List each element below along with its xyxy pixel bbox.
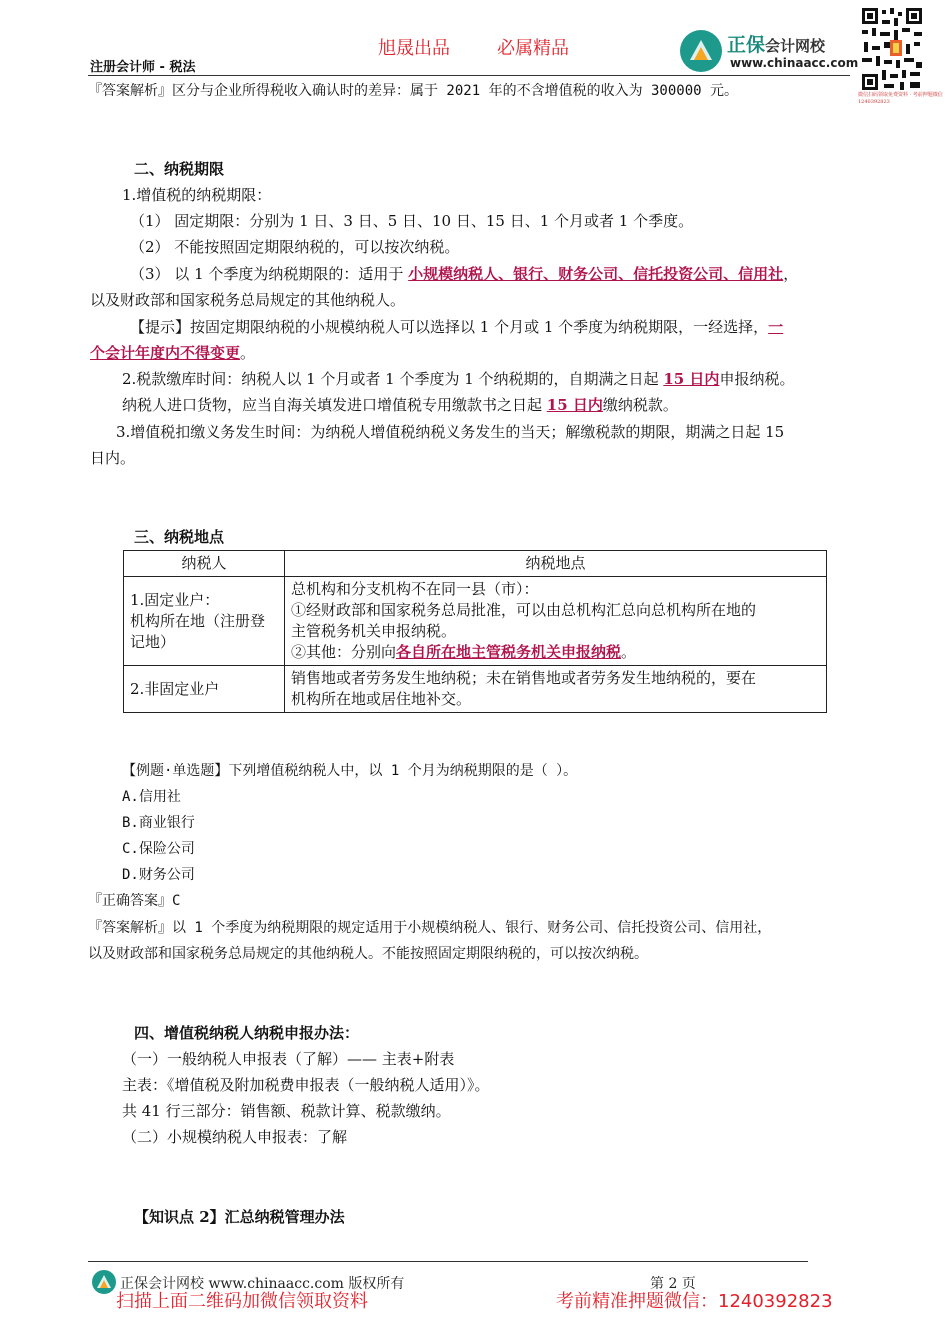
table-cell-nonfixed-taxpayer: 2.非固定业户 bbox=[124, 666, 285, 713]
section3-title: 三、纳税地点 bbox=[134, 528, 225, 546]
example-option-b: B.商业银行 bbox=[122, 815, 195, 831]
table-cell-fixed-location bbox=[285, 577, 827, 666]
footer-divider bbox=[88, 1261, 808, 1262]
example-analysis-line2: 以及财政部和国家税务总局规定的其他纳税人。不能按照固定期限纳税的，可以按次纳税。 bbox=[88, 946, 648, 962]
section2-tip-text: 【提示】按固定期限纳税的小规模纳税人可以选择以 1 个月或 1 个季度为纳税期限，一经选择， bbox=[130, 318, 769, 336]
example-option-a: A.信用社 bbox=[122, 789, 181, 805]
section2-import-highlight: 15 日内 bbox=[546, 396, 603, 414]
footer-promo-left: 扫描上面二维码加微信领取资料 bbox=[116, 1291, 368, 1312]
table-cell-fixed-taxpayer bbox=[124, 577, 285, 666]
logo-name: 正保 bbox=[727, 34, 766, 56]
qr-code-icon bbox=[860, 6, 924, 92]
section4-line3: 共 41 行三部分：销售额、税款计算、税款缴纳。 bbox=[122, 1102, 451, 1120]
slogan-right: 必属精品 bbox=[497, 38, 569, 59]
cell-line-highlight: 各自所在地主管税务机关申报纳税 bbox=[396, 643, 622, 661]
section2-import bbox=[122, 394, 678, 416]
section4-line2: 主表：《增值税及附加税费申报表（一般纳税人适用）》。 bbox=[122, 1076, 490, 1094]
table-cell-nonfixed-location bbox=[285, 666, 827, 713]
cell-line: 机构所在地或居住地补交。 bbox=[291, 690, 472, 708]
example-answer: 『正确答案』C bbox=[88, 893, 181, 909]
section4-line4: （二）小规模纳税人申报表：了解 bbox=[122, 1128, 348, 1146]
table-header-taxpayer: 纳税人 bbox=[124, 551, 285, 577]
section2-title: 二、纳税期限 bbox=[134, 160, 225, 178]
cell-line-post: 。 bbox=[621, 643, 637, 661]
section4-line1: （一）一般纳税人申报表（了解）—— 主表+附表 bbox=[122, 1050, 455, 1068]
section2-import-post: 缴纳税款。 bbox=[602, 396, 678, 414]
cell-line: 1.固定业户： bbox=[130, 590, 220, 609]
section2-tip-line2 bbox=[90, 342, 255, 364]
tax-location-table bbox=[123, 550, 827, 713]
cell-line: ①经财政部和国家税务总局批准，可以由总机构汇总向总机构所在地的 bbox=[291, 601, 757, 619]
section2-item2-pre: 2.税款缴库时间：纳税人以 1 个月或者 1 个季度为 1 个纳税期的，自期满之日起 bbox=[122, 370, 664, 388]
section2-p3-post: ， bbox=[783, 265, 799, 283]
footer-page-number: 第 2 页 bbox=[650, 1276, 696, 1292]
section2-tip-highlight-2: 个会计年度内不得变更 bbox=[90, 344, 241, 362]
qr-caption: 微信扫码领取免费资料 · 考前押题微信 1240392823 bbox=[858, 92, 943, 105]
section2-item3-line2: 日内。 bbox=[90, 449, 136, 467]
example-question: 【例题·单选题】下列增值税纳税人中，以 1 个月为纳税期限的是（ ）。 bbox=[122, 763, 578, 779]
chinaacc-logo-icon bbox=[680, 30, 722, 72]
cell-line: 主管税务机关申报纳税。 bbox=[291, 622, 457, 640]
example-analysis-line1: 『答案解析』以 1 个季度为纳税期限的规定适用于小规模纳税人、银行、财务公司、信托投资公司、信用社， bbox=[88, 920, 772, 936]
header-divider bbox=[88, 75, 850, 76]
subject-label: 注册会计师 - 税法 bbox=[90, 60, 196, 75]
logo-name-suffix: 会计网校 bbox=[765, 37, 826, 55]
section2-item3: 3.增值税扣缴义务发生时间：为纳税人增值税纳税义务发生的当天；解缴税款的期限，期满之日起 15 bbox=[116, 423, 785, 441]
example-option-c: C.保险公司 bbox=[122, 841, 195, 857]
section4-title: 四、增值税纳税人纳税申报办法： bbox=[134, 1024, 360, 1042]
intro-answer-analysis: 『答案解析』区分与企业所得税收入确认时的差异：属于 2021 年的不含增值税的收入为 300000 元。 bbox=[88, 83, 738, 99]
slogan-left: 旭晟出品 bbox=[378, 38, 450, 59]
table-header-row bbox=[124, 551, 827, 577]
section2-p3-line2: 以及财政部和国家税务总局规定的其他纳税人。 bbox=[90, 291, 406, 309]
cell-line: 记地） bbox=[130, 632, 176, 651]
section2-import-pre: 纳税人进口货物，应当自海关填发进口增值税专用缴款书之日起 bbox=[122, 396, 547, 414]
section2-item2-highlight: 15 日内 bbox=[663, 370, 720, 388]
footer-promo-right: 考前精准押题微信：1240392823 bbox=[556, 1291, 833, 1312]
section2-item1: 1.增值税的纳税期限： bbox=[122, 186, 272, 204]
section2-p1: （1） 固定期限：分别为 1 日、3 日、5 日、10 日、15 日、1 个月或者 1 个季度。 bbox=[130, 212, 694, 230]
section2-p3-pre: （3） 以 1 个季度为纳税期限的：适用于 bbox=[130, 265, 409, 283]
section2-p2: （2） 不能按照固定期限纳税的，可以按次纳税。 bbox=[130, 238, 460, 256]
logo-wordmark bbox=[727, 30, 825, 57]
cell-line bbox=[291, 642, 820, 663]
section2-tip-post: 。 bbox=[240, 344, 256, 362]
knowledge-point-title: 【知识点 2】汇总纳税管理办法 bbox=[134, 1208, 345, 1226]
cell-line: 销售地或者劳务发生地纳税；未在销售地或者劳务发生地纳税的，要在 bbox=[291, 669, 757, 687]
section2-p3 bbox=[130, 263, 798, 285]
table-row bbox=[124, 666, 827, 713]
cell-line: 总机构和分支机构不在同一县（市）： bbox=[291, 580, 539, 598]
section2-tip bbox=[130, 316, 783, 338]
section2-item2 bbox=[122, 368, 794, 390]
logo-url: www.chinaacc.com bbox=[730, 56, 859, 70]
section2-tip-highlight-1: 一 bbox=[768, 318, 784, 336]
footer-logo-icon bbox=[92, 1270, 116, 1294]
section2-p3-highlight: 小规模纳税人、银行、财务公司、信托投资公司、信用社 bbox=[408, 265, 784, 283]
table-header-location: 纳税地点 bbox=[285, 551, 827, 577]
table-row bbox=[124, 577, 827, 666]
cell-line: 机构所在地（注册登 bbox=[130, 611, 266, 630]
cell-line-pre: ②其他：分别向 bbox=[291, 643, 397, 661]
section2-item2-post: 申报纳税。 bbox=[719, 370, 795, 388]
example-option-d: D.财务公司 bbox=[122, 867, 195, 883]
footer-copyright: 正保会计网校 www.chinaacc.com 版权所有 bbox=[120, 1276, 405, 1292]
